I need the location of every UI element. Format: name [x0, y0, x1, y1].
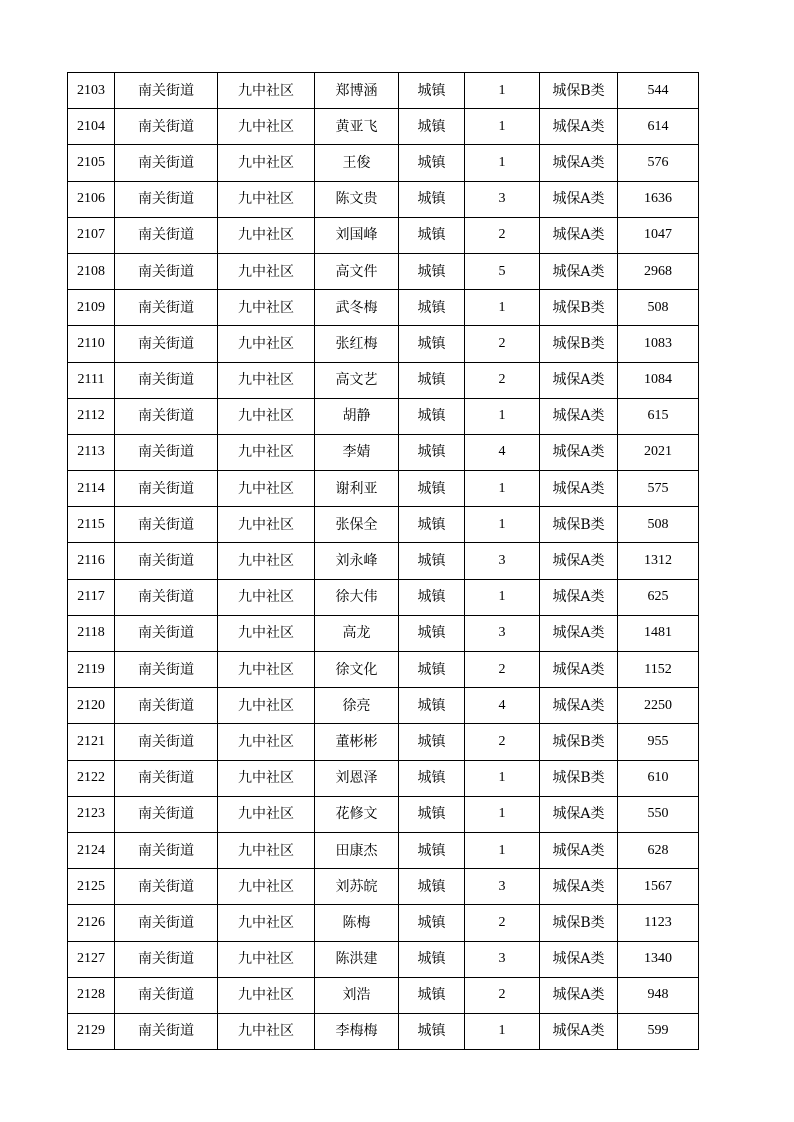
record-id-cell: 2127: [68, 941, 115, 977]
subsidy-amount-cell: 2968: [618, 253, 699, 289]
street-office-cell: 南关街道: [115, 362, 218, 398]
table-row: [68, 434, 699, 470]
insurance-category-cell: 城保A类: [540, 145, 618, 181]
table-row: [68, 507, 699, 543]
record-id-cell: 2126: [68, 905, 115, 941]
record-id-cell: 2106: [68, 181, 115, 217]
subsidy-amount-cell: 625: [618, 579, 699, 615]
record-id-cell: 2122: [68, 760, 115, 796]
street-office-cell: 南关街道: [115, 905, 218, 941]
family-size-cell: 1: [465, 760, 540, 796]
records-table-body: [68, 73, 699, 1050]
record-id-cell: 2115: [68, 507, 115, 543]
community-cell: 九中社区: [218, 73, 315, 109]
household-type-cell: 城镇: [399, 832, 465, 868]
table-row: [68, 1013, 699, 1049]
insurance-category-cell: 城保B类: [540, 760, 618, 796]
resident-name-cell: 高文艺: [315, 362, 399, 398]
record-id-cell: 2125: [68, 869, 115, 905]
subsidy-amount-cell: 1152: [618, 652, 699, 688]
family-size-cell: 3: [465, 181, 540, 217]
street-office-cell: 南关街道: [115, 290, 218, 326]
street-office-cell: 南关街道: [115, 652, 218, 688]
table-row: [68, 326, 699, 362]
household-type-cell: 城镇: [399, 253, 465, 289]
street-office-cell: 南关街道: [115, 796, 218, 832]
household-type-cell: 城镇: [399, 941, 465, 977]
record-id-cell: 2123: [68, 796, 115, 832]
family-size-cell: 2: [465, 977, 540, 1013]
record-id-cell: 2124: [68, 832, 115, 868]
resident-name-cell: 刘浩: [315, 977, 399, 1013]
family-size-cell: 2: [465, 905, 540, 941]
resident-name-cell: 刘国峰: [315, 217, 399, 253]
household-type-cell: 城镇: [399, 688, 465, 724]
subsidy-amount-cell: 576: [618, 145, 699, 181]
family-size-cell: 1: [465, 832, 540, 868]
table-row: [68, 181, 699, 217]
community-cell: 九中社区: [218, 507, 315, 543]
community-cell: 九中社区: [218, 290, 315, 326]
resident-name-cell: 郑博涵: [315, 73, 399, 109]
subsidy-amount-cell: 508: [618, 507, 699, 543]
community-cell: 九中社区: [218, 543, 315, 579]
resident-name-cell: 花修文: [315, 796, 399, 832]
household-type-cell: 城镇: [399, 543, 465, 579]
street-office-cell: 南关街道: [115, 253, 218, 289]
household-type-cell: 城镇: [399, 145, 465, 181]
record-id-cell: 2103: [68, 73, 115, 109]
record-id-cell: 2129: [68, 1013, 115, 1049]
family-size-cell: 2: [465, 326, 540, 362]
household-type-cell: 城镇: [399, 760, 465, 796]
street-office-cell: 南关街道: [115, 869, 218, 905]
record-id-cell: 2117: [68, 579, 115, 615]
insurance-category-cell: 城保A类: [540, 1013, 618, 1049]
household-type-cell: 城镇: [399, 1013, 465, 1049]
resident-name-cell: 张红梅: [315, 326, 399, 362]
family-size-cell: 2: [465, 652, 540, 688]
household-type-cell: 城镇: [399, 905, 465, 941]
street-office-cell: 南关街道: [115, 760, 218, 796]
community-cell: 九中社区: [218, 941, 315, 977]
records-table: [67, 72, 699, 1050]
table-row: [68, 941, 699, 977]
family-size-cell: 3: [465, 941, 540, 977]
record-id-cell: 2128: [68, 977, 115, 1013]
community-cell: 九中社区: [218, 579, 315, 615]
subsidy-amount-cell: 1047: [618, 217, 699, 253]
record-id-cell: 2112: [68, 398, 115, 434]
insurance-category-cell: 城保A类: [540, 253, 618, 289]
table-row: [68, 832, 699, 868]
household-type-cell: 城镇: [399, 724, 465, 760]
community-cell: 九中社区: [218, 688, 315, 724]
insurance-category-cell: 城保A类: [540, 869, 618, 905]
household-type-cell: 城镇: [399, 398, 465, 434]
household-type-cell: 城镇: [399, 73, 465, 109]
family-size-cell: 4: [465, 688, 540, 724]
household-type-cell: 城镇: [399, 326, 465, 362]
family-size-cell: 4: [465, 434, 540, 470]
community-cell: 九中社区: [218, 832, 315, 868]
resident-name-cell: 田康杰: [315, 832, 399, 868]
subsidy-amount-cell: 599: [618, 1013, 699, 1049]
street-office-cell: 南关街道: [115, 109, 218, 145]
street-office-cell: 南关街道: [115, 471, 218, 507]
street-office-cell: 南关街道: [115, 217, 218, 253]
record-id-cell: 2109: [68, 290, 115, 326]
table-row: [68, 724, 699, 760]
subsidy-amount-cell: 615: [618, 398, 699, 434]
subsidy-amount-cell: 955: [618, 724, 699, 760]
street-office-cell: 南关街道: [115, 543, 218, 579]
record-id-cell: 2108: [68, 253, 115, 289]
table-row: [68, 290, 699, 326]
street-office-cell: 南关街道: [115, 977, 218, 1013]
resident-name-cell: 徐文化: [315, 652, 399, 688]
household-type-cell: 城镇: [399, 471, 465, 507]
record-id-cell: 2116: [68, 543, 115, 579]
resident-name-cell: 张保全: [315, 507, 399, 543]
community-cell: 九中社区: [218, 615, 315, 651]
street-office-cell: 南关街道: [115, 326, 218, 362]
street-office-cell: 南关街道: [115, 434, 218, 470]
street-office-cell: 南关街道: [115, 145, 218, 181]
resident-name-cell: 高龙: [315, 615, 399, 651]
community-cell: 九中社区: [218, 217, 315, 253]
family-size-cell: 1: [465, 145, 540, 181]
household-type-cell: 城镇: [399, 615, 465, 651]
table-row: [68, 579, 699, 615]
table-row: [68, 869, 699, 905]
community-cell: 九中社区: [218, 724, 315, 760]
family-size-cell: 1: [465, 471, 540, 507]
table-row: [68, 543, 699, 579]
resident-name-cell: 徐大伟: [315, 579, 399, 615]
insurance-category-cell: 城保B类: [540, 326, 618, 362]
family-size-cell: 3: [465, 869, 540, 905]
table-row: [68, 652, 699, 688]
family-size-cell: 1: [465, 579, 540, 615]
household-type-cell: 城镇: [399, 362, 465, 398]
subsidy-amount-cell: 1340: [618, 941, 699, 977]
subsidy-amount-cell: 948: [618, 977, 699, 1013]
community-cell: 九中社区: [218, 471, 315, 507]
subsidy-amount-cell: 1567: [618, 869, 699, 905]
subsidy-amount-cell: 1123: [618, 905, 699, 941]
household-type-cell: 城镇: [399, 290, 465, 326]
family-size-cell: 3: [465, 615, 540, 651]
insurance-category-cell: 城保B类: [540, 507, 618, 543]
record-id-cell: 2119: [68, 652, 115, 688]
family-size-cell: 1: [465, 1013, 540, 1049]
street-office-cell: 南关街道: [115, 615, 218, 651]
insurance-category-cell: 城保B类: [540, 724, 618, 760]
table-row: [68, 109, 699, 145]
table-row: [68, 905, 699, 941]
record-id-cell: 2110: [68, 326, 115, 362]
insurance-category-cell: 城保A类: [540, 217, 618, 253]
family-size-cell: 1: [465, 796, 540, 832]
insurance-category-cell: 城保A类: [540, 652, 618, 688]
insurance-category-cell: 城保B类: [540, 73, 618, 109]
street-office-cell: 南关街道: [115, 579, 218, 615]
community-cell: 九中社区: [218, 109, 315, 145]
table-row: [68, 217, 699, 253]
subsidy-amount-cell: 1312: [618, 543, 699, 579]
subsidy-amount-cell: 1636: [618, 181, 699, 217]
household-type-cell: 城镇: [399, 181, 465, 217]
family-size-cell: 1: [465, 73, 540, 109]
insurance-category-cell: 城保A类: [540, 977, 618, 1013]
community-cell: 九中社区: [218, 652, 315, 688]
resident-name-cell: 刘苏皖: [315, 869, 399, 905]
family-size-cell: 1: [465, 507, 540, 543]
resident-name-cell: 陈文贵: [315, 181, 399, 217]
resident-name-cell: 李梅梅: [315, 1013, 399, 1049]
street-office-cell: 南关街道: [115, 507, 218, 543]
street-office-cell: 南关街道: [115, 73, 218, 109]
insurance-category-cell: 城保A类: [540, 471, 618, 507]
insurance-category-cell: 城保A类: [540, 579, 618, 615]
community-cell: 九中社区: [218, 796, 315, 832]
resident-name-cell: 武冬梅: [315, 290, 399, 326]
community-cell: 九中社区: [218, 977, 315, 1013]
resident-name-cell: 高文件: [315, 253, 399, 289]
resident-name-cell: 李婧: [315, 434, 399, 470]
record-id-cell: 2118: [68, 615, 115, 651]
resident-name-cell: 陈梅: [315, 905, 399, 941]
insurance-category-cell: 城保A类: [540, 109, 618, 145]
street-office-cell: 南关街道: [115, 724, 218, 760]
resident-name-cell: 谢利亚: [315, 471, 399, 507]
resident-name-cell: 王俊: [315, 145, 399, 181]
subsidy-amount-cell: 508: [618, 290, 699, 326]
insurance-category-cell: 城保A类: [540, 832, 618, 868]
street-office-cell: 南关街道: [115, 1013, 218, 1049]
table-row: [68, 615, 699, 651]
household-type-cell: 城镇: [399, 434, 465, 470]
resident-name-cell: 陈洪建: [315, 941, 399, 977]
community-cell: 九中社区: [218, 1013, 315, 1049]
insurance-category-cell: 城保A类: [540, 796, 618, 832]
household-type-cell: 城镇: [399, 652, 465, 688]
insurance-category-cell: 城保B类: [540, 290, 618, 326]
record-id-cell: 2121: [68, 724, 115, 760]
insurance-category-cell: 城保A类: [540, 941, 618, 977]
subsidy-amount-cell: 2021: [618, 434, 699, 470]
household-type-cell: 城镇: [399, 507, 465, 543]
insurance-category-cell: 城保B类: [540, 905, 618, 941]
community-cell: 九中社区: [218, 253, 315, 289]
street-office-cell: 南关街道: [115, 832, 218, 868]
subsidy-amount-cell: 1481: [618, 615, 699, 651]
table-row: [68, 253, 699, 289]
street-office-cell: 南关街道: [115, 181, 218, 217]
resident-name-cell: 黄亚飞: [315, 109, 399, 145]
community-cell: 九中社区: [218, 181, 315, 217]
family-size-cell: 2: [465, 217, 540, 253]
family-size-cell: 1: [465, 398, 540, 434]
resident-name-cell: 徐亮: [315, 688, 399, 724]
record-id-cell: 2120: [68, 688, 115, 724]
community-cell: 九中社区: [218, 326, 315, 362]
household-type-cell: 城镇: [399, 579, 465, 615]
subsidy-amount-cell: 1083: [618, 326, 699, 362]
resident-name-cell: 董彬彬: [315, 724, 399, 760]
community-cell: 九中社区: [218, 362, 315, 398]
resident-name-cell: 胡静: [315, 398, 399, 434]
household-type-cell: 城镇: [399, 217, 465, 253]
subsidy-amount-cell: 2250: [618, 688, 699, 724]
table-row: [68, 977, 699, 1013]
street-office-cell: 南关街道: [115, 941, 218, 977]
household-type-cell: 城镇: [399, 977, 465, 1013]
table-row: [68, 796, 699, 832]
insurance-category-cell: 城保A类: [540, 688, 618, 724]
record-id-cell: 2113: [68, 434, 115, 470]
insurance-category-cell: 城保A类: [540, 362, 618, 398]
community-cell: 九中社区: [218, 760, 315, 796]
insurance-category-cell: 城保A类: [540, 398, 618, 434]
community-cell: 九中社区: [218, 869, 315, 905]
subsidy-amount-cell: 544: [618, 73, 699, 109]
subsidy-amount-cell: 628: [618, 832, 699, 868]
household-type-cell: 城镇: [399, 109, 465, 145]
subsidy-amount-cell: 610: [618, 760, 699, 796]
record-id-cell: 2104: [68, 109, 115, 145]
household-type-cell: 城镇: [399, 796, 465, 832]
table-row: [68, 688, 699, 724]
insurance-category-cell: 城保A类: [540, 181, 618, 217]
community-cell: 九中社区: [218, 905, 315, 941]
resident-name-cell: 刘恩泽: [315, 760, 399, 796]
insurance-category-cell: 城保A类: [540, 615, 618, 651]
family-size-cell: 2: [465, 362, 540, 398]
family-size-cell: 2: [465, 724, 540, 760]
insurance-category-cell: 城保A类: [540, 434, 618, 470]
street-office-cell: 南关街道: [115, 688, 218, 724]
household-type-cell: 城镇: [399, 869, 465, 905]
subsidy-amount-cell: 575: [618, 471, 699, 507]
community-cell: 九中社区: [218, 398, 315, 434]
record-id-cell: 2111: [68, 362, 115, 398]
community-cell: 九中社区: [218, 434, 315, 470]
insurance-category-cell: 城保A类: [540, 543, 618, 579]
record-id-cell: 2105: [68, 145, 115, 181]
subsidy-amount-cell: 614: [618, 109, 699, 145]
family-size-cell: 1: [465, 290, 540, 326]
subsidy-amount-cell: 1084: [618, 362, 699, 398]
table-row: [68, 398, 699, 434]
family-size-cell: 1: [465, 109, 540, 145]
table-row: [68, 73, 699, 109]
table-row: [68, 145, 699, 181]
family-size-cell: 5: [465, 253, 540, 289]
table-row: [68, 760, 699, 796]
community-cell: 九中社区: [218, 145, 315, 181]
subsidy-amount-cell: 550: [618, 796, 699, 832]
street-office-cell: 南关街道: [115, 398, 218, 434]
table-row: [68, 471, 699, 507]
record-id-cell: 2107: [68, 217, 115, 253]
table-row: [68, 362, 699, 398]
family-size-cell: 3: [465, 543, 540, 579]
record-id-cell: 2114: [68, 471, 115, 507]
resident-name-cell: 刘永峰: [315, 543, 399, 579]
